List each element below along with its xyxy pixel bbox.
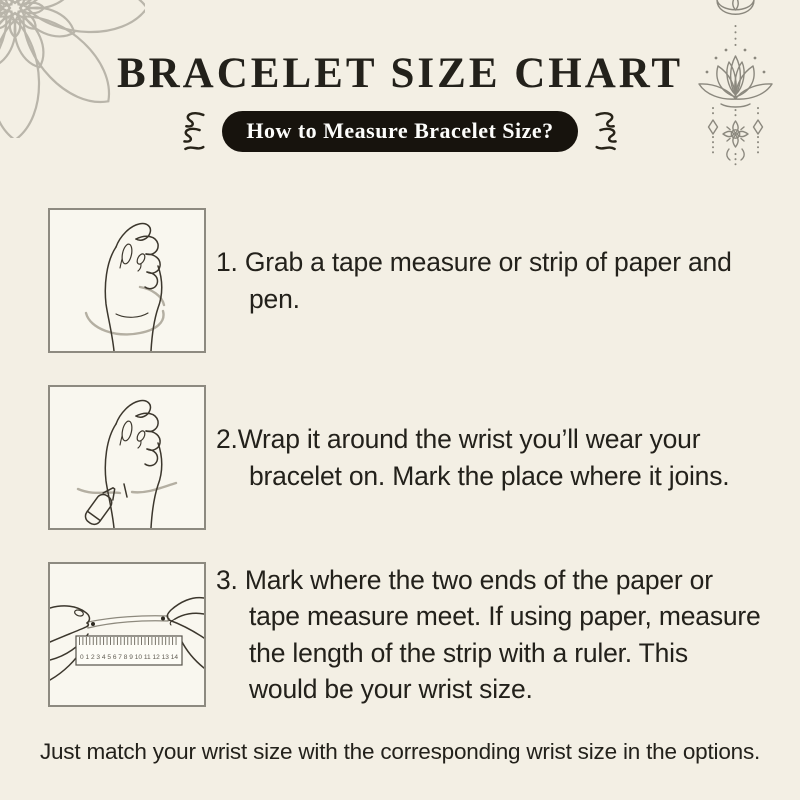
- step2-text: 2.Wrap it around the wrist you’ll wear your bracelet on. Mark the place where it joins.: [216, 424, 730, 491]
- page-title: BRACELET SIZE CHART: [116, 50, 684, 97]
- step-row-3: [48, 562, 776, 707]
- footer: [0, 739, 800, 765]
- hands-measuring-strip-with-ruler-icon: [50, 564, 204, 705]
- flourish-left-icon: [175, 110, 209, 152]
- subtitle-text: How to Measure Bracelet Size?: [246, 118, 554, 143]
- step1-text: 1. Grab a tape measure or strip of paper and pen.: [216, 247, 732, 314]
- fist-with-tape-measure-icon: [50, 210, 204, 351]
- header: [0, 0, 800, 152]
- step-row-2: [48, 385, 776, 530]
- subtitle-row: [0, 110, 800, 152]
- subtitle-badge: [222, 111, 577, 152]
- flourish-right-icon: [591, 110, 625, 152]
- fist-with-pen-marking-icon: [50, 387, 204, 528]
- step2-illustration-fist-with-pen: [48, 385, 206, 530]
- step-row-1: [48, 208, 776, 353]
- step3-illustration-ruler-measure: [48, 562, 206, 707]
- ruler-numbers: 0 1 2 3 4 5 6 7 8 9 10 11 12 13 14: [80, 654, 179, 661]
- steps-list: [48, 208, 776, 707]
- footer-note: Just match your wrist size with the corresponding wrist size in the options.: [39, 739, 761, 764]
- step3-text: 3. Mark where the two ends of the paper or tape measure meet. If using paper, measure the length of the strip with a ruler. This would be your wrist size.: [216, 565, 761, 704]
- step1-illustration-fist-with-tape: [48, 208, 206, 353]
